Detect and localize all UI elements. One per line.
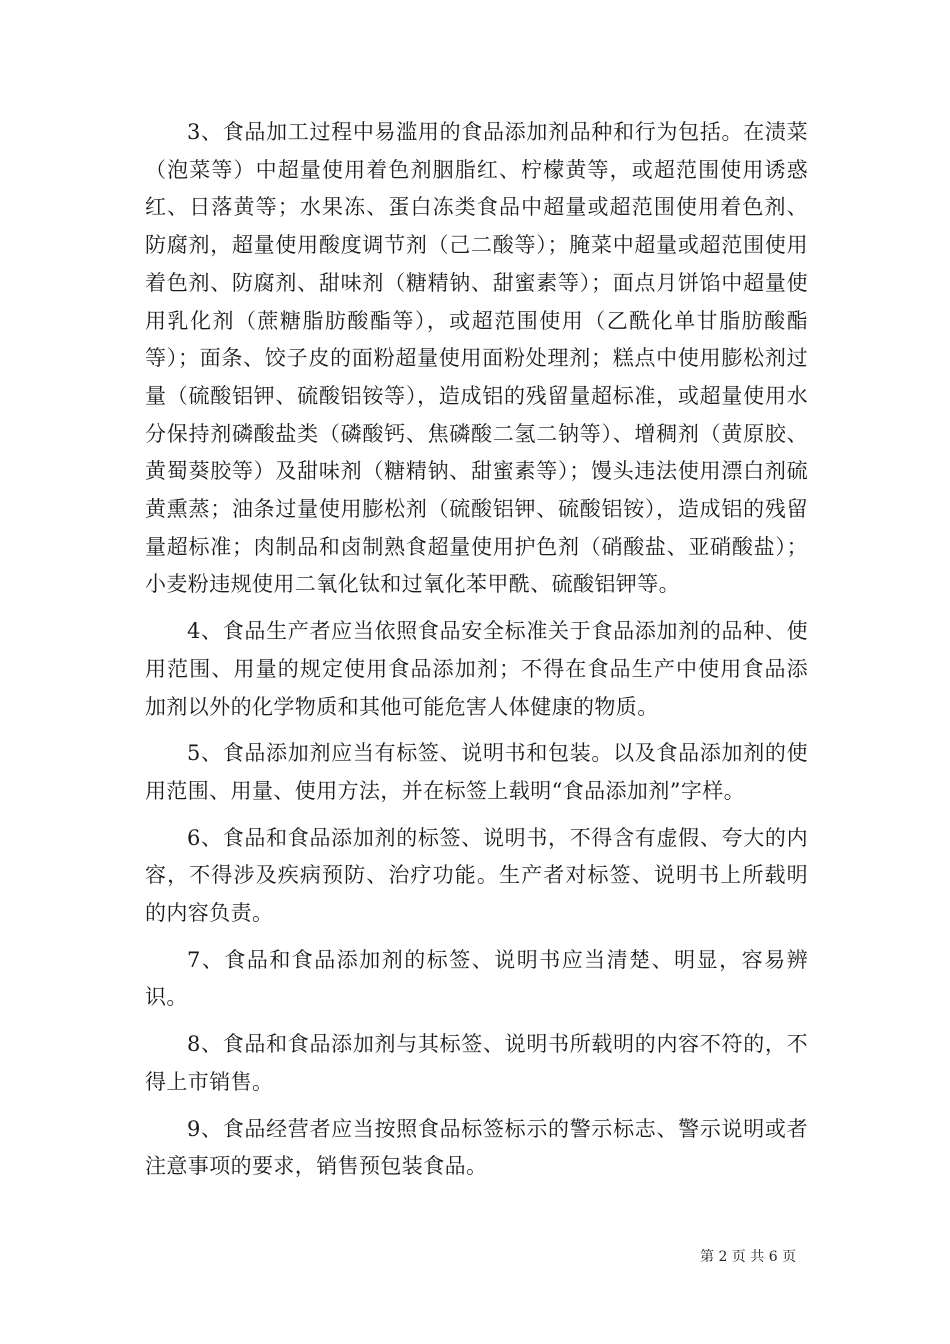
paragraph-5: 5、食品添加剂应当有标签、说明书和包装。以及食品添加剂的使用范围、用量、使用方法，并在标签上载明“食品添加剂”字样。	[145, 741, 808, 803]
paragraph-7: 7、食品和食品添加剂的标签、说明书应当清楚、明显，容易辨识。	[145, 947, 808, 1010]
paragraph-8: 8、食品和食品添加剂与其标签、说明书所载明的内容不符的，不得上市销售。	[145, 1032, 808, 1094]
paragraph-6: 6、食品和食品添加剂的标签、说明书，不得含有虚假、夸大的内容，不得涉及疾病预防、治疗功能。生产者对标签、说明书上所载明的内容负责。	[145, 825, 808, 926]
document-body	[145, 114, 808, 1186]
paragraph-3: 3、食品加工过程中易滥用的食品添加剂品种和行为包括。在渍菜（泡菜等）中超量使用着色剂胭脂红、柠檬黄等，或超范围使用诱惑红、日落黄等；水果冻、蛋白冻类食品中超量或超范围使用着色剂、防腐剂，超量使用酸度调节剂（己二酸等）；腌菜中超量或超范围使用着色剂、防腐剂、甜味剂（糖精钠、甜蜜素等）；面点月饼馅中超量使用乳化剂（蔗糖脂肪酸酯等），或超范围使用（乙酰化单甘脂肪酸酯等）；面条、饺子皮的面粉超量使用面粉处理剂；糕点中使用膨松剂过量（硫酸铝钾、硫酸铝铵等），造成铝的残留量超标准，或超量使用水分保持剂磷酸盐类（磷酸钙、焦磷酸二氢二钠等）、增稠剂（黄原胶、黄蜀葵胶等）及甜味剂（糖精钠、甜蜜素等）；馒头违法使用漂白剂硫黄熏蒸；油条过量使用膨松剂（硫酸铝钾、硫酸铝铵），造成铝的残留量超标准；肉制品和卤制熟食超量使用护色剂（硝酸盐、亚硝酸盐）；小麦粉违规使用二氧化钛和过氧化苯甲酰、硫酸铝钾等。	[145, 120, 808, 597]
paragraph-9: 9、食品经营者应当按照食品标签标示的警示标志、警示说明或者注意事项的要求，销售预包装食品。	[145, 1116, 808, 1179]
page-number-footer: 第 2 页 共 6 页	[700, 1249, 797, 1265]
paragraph-4: 4、食品生产者应当依照食品安全标准关于食品添加剂的品种、使用范围、用量的规定使用食品添加剂；不得在食品生产中使用食品添加剂以外的化学物质和其他可能危害人体健康的物质。	[145, 619, 808, 719]
